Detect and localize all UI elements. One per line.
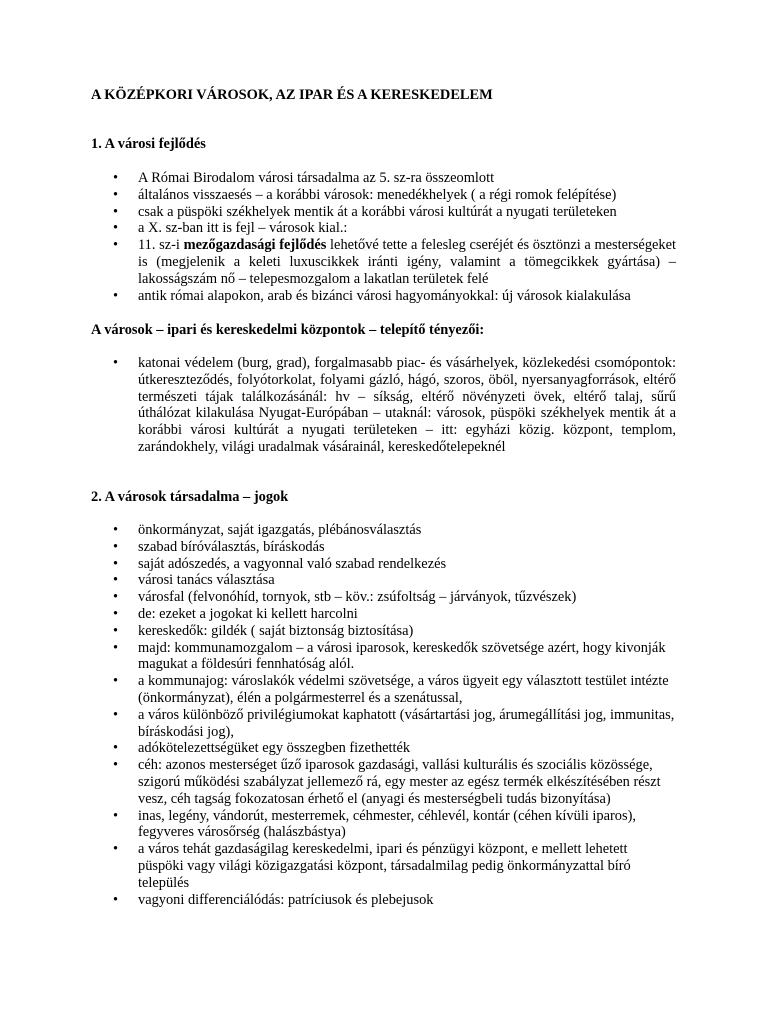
list-item: • szabad bíróválasztás, bíráskodás (91, 539, 676, 556)
list-item: • a X. sz-ban itt is fejl – városok kial.: (91, 220, 676, 237)
document-title: A KÖZÉPKORI VÁROSOK, AZ IPAR ÉS A KERESKEDELEM (91, 87, 493, 103)
list-item: • katonai védelem (burg, grad), forgalmasabb piac- és vásárhelyek, közlekedési csomópontok: útkereszteződés, folyótorkolat, folyami gázló, hágó, szoros, öböl, nyersanyagforrások, eltérő természeti tájak találkozásánál: hv – síkság, eltérő növényzeti övek, eltérő talaj, sűrű úthálózat kilakulása Nyugat-Európában – utaknál: városok, püspöki székhelyek mentik át a korábbi városi kultúrát a nyugati területeken – itt: egyházi közig. központ, templom, zarándokhely, világi uradalmak vásárainál, kereskedőtelepeknél (91, 355, 676, 456)
list-item: • általános visszaesés – a korábbi városok: menedékhelyek ( a régi romok felépítése) (91, 187, 676, 204)
list-item: • vagyoni differenciálódás: patríciusok és plebejusok (91, 892, 676, 909)
list-item: • de: ezeket a jogokat ki kellett harcolni (91, 606, 676, 623)
item-text-bold: mezőgazdasági fejlődés (183, 237, 327, 254)
section1-list (91, 170, 676, 304)
section1-heading: 1. A városi fejlődés (91, 136, 206, 152)
list-item: • saját adószedés, a vagyonnal való szabad rendelkezés (91, 556, 676, 573)
factors-heading: A városok – ipari és kereskedelmi központok – telepítő tényezői: (91, 322, 485, 338)
list-item: • a város különböző privilégiumokat kaphatott (vásártartási jog, árumegállítási jog, immunitas, bíráskodási jog), (91, 707, 676, 741)
list-item: • a kommunajog: városlakók védelmi szövetsége, a város ügyeit egy választott testület intézte (önkormányzat), élén a polgármesterrel és a szenátussal, (91, 673, 676, 707)
list-item: • majd: kommunamozgalom – a városi iparosok, kereskedők szövetsége azért, hogy kivonják magukat a földesúri fennhatóság alól. (91, 640, 676, 674)
list-item: • csak a püspöki székhelyek mentik át a korábbi városi kultúrát a nyugati területeken (91, 204, 676, 221)
list-item: • antik római alapokon, arab és bizánci városi hagyományokkal: új városok kialakulása (91, 288, 676, 305)
section2-list (91, 522, 676, 908)
item-text-post: lehetővé tette a felesleg cseréjét és ösztönzi a mesterségeket is (megjelenik a keleti luxuscikkek iránti igény, valamint a tömegcikkek gyártása) – lakosságszám nő – telepesmozgalom a lakatlan területek felé (138, 237, 676, 287)
list-item: • inas, legény, vándorút, mesterremek, céhmester, céhlevél, kontár (céhen kívüli iparos), fegyveres városőrség (halászbástya) (91, 808, 676, 842)
list-item (91, 237, 676, 287)
list-item: • a város tehát gazdaságilag kereskedelmi, ipari és pénzügyi központ, e mellett lehetett püspöki vagy világi közigazgatási központ, társadalmilag pedig önkormányzattal bíró település (91, 841, 676, 891)
list-item: • önkormányzat, saját igazgatás, plébánosválasztás (91, 522, 676, 539)
item-text-pre: 11. sz-i (138, 237, 184, 254)
list-item: • adókötelezettségüket egy összegben fizethették (91, 740, 676, 757)
list-item: • A Római Birodalom városi társadalma az 5. sz-ra összeomlott (91, 170, 676, 187)
list-item: • kereskedők: gildék ( saját biztonság biztosítása) (91, 623, 676, 640)
list-item: • céh: azonos mesterséget űző iparosok gazdasági, vallási kulturális és szociális közössége, szigorú működési szabályzat jellemező rá, egy mester az egész termék elkészítésében részt vesz, céh tagság fokozatosan érhető el (anyagi és mesterségbeli tudás bizonyítása) (91, 757, 676, 807)
list-item: • városi tanács választása (91, 572, 676, 589)
section2-heading: 2. A városok társadalma – jogok (91, 489, 289, 505)
factors-list (91, 355, 676, 456)
list-item: • városfal (felvonóhíd, tornyok, stb – köv.: zsúfoltság – járványok, tűzvészek) (91, 589, 676, 606)
